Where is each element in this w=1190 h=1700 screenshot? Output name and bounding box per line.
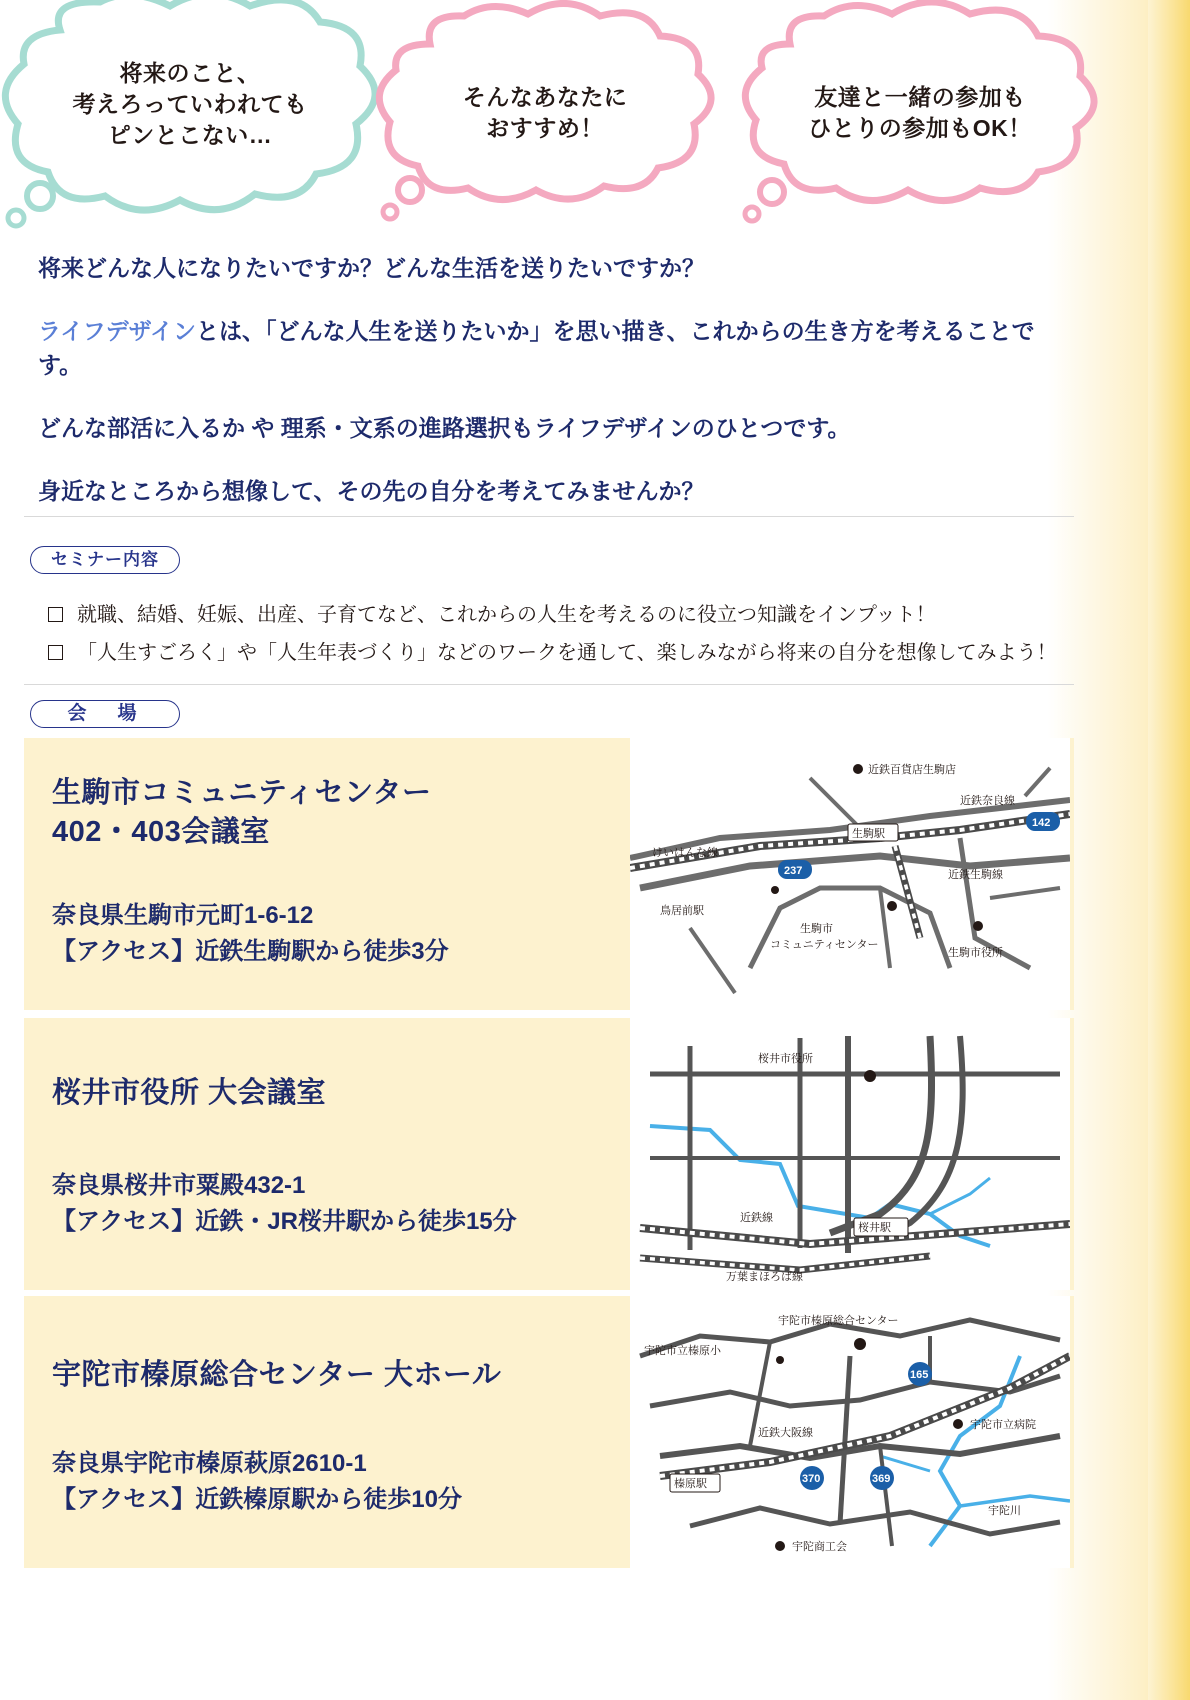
- bubble-2-text: [400, 82, 690, 144]
- map-label-manyo-mahoroba-line: 万葉まほろば線: [726, 1271, 803, 1283]
- bubble-3-line-1: 友達と一緒の参加も: [814, 84, 1026, 110]
- venue-1-map: [630, 738, 1070, 1010]
- map-label-ikoma-station: 生駒駅: [852, 828, 885, 840]
- map-label-keihanna-line: けいはんな線: [652, 847, 718, 859]
- venue-3-name-line-1: 宇陀市榛原総合センター 大ホール: [52, 1359, 502, 1391]
- map-label-kintetsu-line: 近鉄線: [740, 1212, 773, 1224]
- venue-3-address-block: [52, 1446, 642, 1518]
- section-label-seminar: セミナー内容: [30, 546, 180, 574]
- map-route-142: 142: [1032, 817, 1051, 829]
- intro-paragraph-2: [38, 315, 1048, 382]
- seminar-bullet-1: 就職、結婚、妊娠、出産、子育てなど、これからの人生を考えるのに役立つ知識をインプット！: [77, 604, 936, 626]
- bubble-1-line-1: 将来のこと、: [119, 60, 261, 86]
- lifedesign-accent: ライフデザイン: [38, 318, 197, 345]
- divider-top: [24, 516, 1074, 517]
- venue-2-map: [630, 1018, 1070, 1290]
- divider-bottom: [24, 684, 1074, 685]
- intro-paragraph-3: どんな部活に入るか や 理系・文系の進路選択もライフデザインのひとつです。: [38, 415, 851, 442]
- venue-3-name: [52, 1356, 632, 1395]
- map-label-ikoma-cityhall: 生駒市役所: [948, 947, 1003, 959]
- venue-card-ikoma: [24, 738, 1074, 1010]
- map-label-toriimae-station: 鳥居前駅: [660, 905, 704, 917]
- map-label-ikoma-city: 生駒市: [800, 923, 833, 935]
- venue-3-access: 【アクセス】近鉄榛原駅から徒歩10分: [52, 1486, 462, 1513]
- map-label-kintetsu-nara-line: 近鉄奈良線: [960, 795, 1015, 807]
- bubble-1-line-3: ピンとこない…: [107, 122, 273, 149]
- seminar-bullet-list: [48, 596, 1058, 672]
- map-label-sakurai-station: 桜井駅: [858, 1222, 891, 1234]
- map-label-sakurai-cityhall: 桜井市役所: [758, 1053, 813, 1065]
- map-label-kintetsu-osaka-line: 近鉄大阪線: [758, 1427, 813, 1439]
- bubble-2-line-2: おすすめ！: [486, 115, 604, 142]
- venue-2-name-line-1: 桜井市役所 大会議室: [52, 1077, 327, 1109]
- section-label-venue: 会 場: [30, 700, 180, 728]
- checkbox-icon: [48, 607, 63, 622]
- map-label-community-center: コミュニティセンター: [770, 939, 879, 951]
- map-label-uda-river: 宇陀川: [988, 1505, 1021, 1517]
- map-label-uda-center: 宇陀市榛原総合センター: [778, 1315, 899, 1327]
- venue-2-access: 【アクセス】近鉄・JR桜井駅から徒歩15分: [52, 1208, 517, 1235]
- intro-paragraph-1: 将来どんな人になりたいですか？どんな生活を送りたいですか？: [38, 255, 705, 281]
- intro-paragraphs: [38, 252, 1048, 539]
- map-label-uda-haibara-elementary: 宇陀市立榛原小: [644, 1345, 721, 1357]
- map-label-uda-hospital: 宇陀市立病院: [970, 1419, 1036, 1431]
- map-label-kintetsu-dept: 近鉄百貨店生駒店: [868, 764, 956, 776]
- venue-3-address: 奈良県宇陀市榛原萩原2610-1: [52, 1450, 367, 1477]
- venue-2-name: [52, 1074, 632, 1113]
- map-route-237: 237: [784, 865, 803, 877]
- right-decorative-band: [1148, 0, 1190, 1700]
- list-item: [48, 634, 1058, 672]
- venue-1-access: 【アクセス】近鉄生駒駅から徒歩3分: [52, 938, 449, 965]
- list-item: [48, 596, 1058, 634]
- bubble-1-line-2: 考えろっていわれても: [72, 91, 308, 118]
- speech-bubbles-group: [0, 0, 1190, 240]
- map-label-haibara-station: 榛原駅: [674, 1478, 707, 1490]
- checkbox-icon: [48, 645, 63, 660]
- venue-card-sakurai: [24, 1018, 1074, 1290]
- intro-paragraph-2-rest: とは、「どんな人生を送りたいか」を思い描き、これからの生き方を考えることです。: [38, 318, 1035, 378]
- map-label-uda-chamber: 宇陀商工会: [792, 1541, 847, 1553]
- bubble-2-line-1: そんなあなたに: [462, 84, 628, 110]
- map-label-kintetsu-ikoma-line: 近鉄生駒線: [948, 869, 1003, 881]
- venue-1-name-line-1: 生駒市コミュニティセンター: [52, 777, 432, 809]
- venue-card-uda: [24, 1296, 1074, 1568]
- venue-1-address: 奈良県生駒市元町1-6-12: [52, 902, 314, 929]
- seminar-bullet-2: 「人生すごろく」や「人生年表づくり」などのワークを通して、楽しみながら将来の自分を想像してみよう！: [77, 642, 1057, 664]
- map-route-369: 369: [872, 1473, 891, 1485]
- map-route-165: 165: [910, 1369, 929, 1381]
- venue-2-address: 奈良県桜井市粟殿432-1: [52, 1172, 306, 1199]
- bubble-3-text: [760, 82, 1080, 144]
- map-route-370: 370: [802, 1473, 821, 1485]
- venue-1-address-block: [52, 898, 642, 970]
- bubble-1-text: [30, 58, 350, 151]
- venue-2-address-block: [52, 1168, 642, 1240]
- intro-paragraph-4: 身近なところから想像して、その先の自分を考えてみませんか？: [38, 478, 705, 505]
- venue-3-map: [630, 1296, 1070, 1568]
- venue-1-name-line-2: 402・403会議室: [52, 816, 270, 849]
- bubble-3-line-2: ひとりの参加もOK！: [808, 115, 1032, 142]
- venue-1-name: [52, 774, 632, 852]
